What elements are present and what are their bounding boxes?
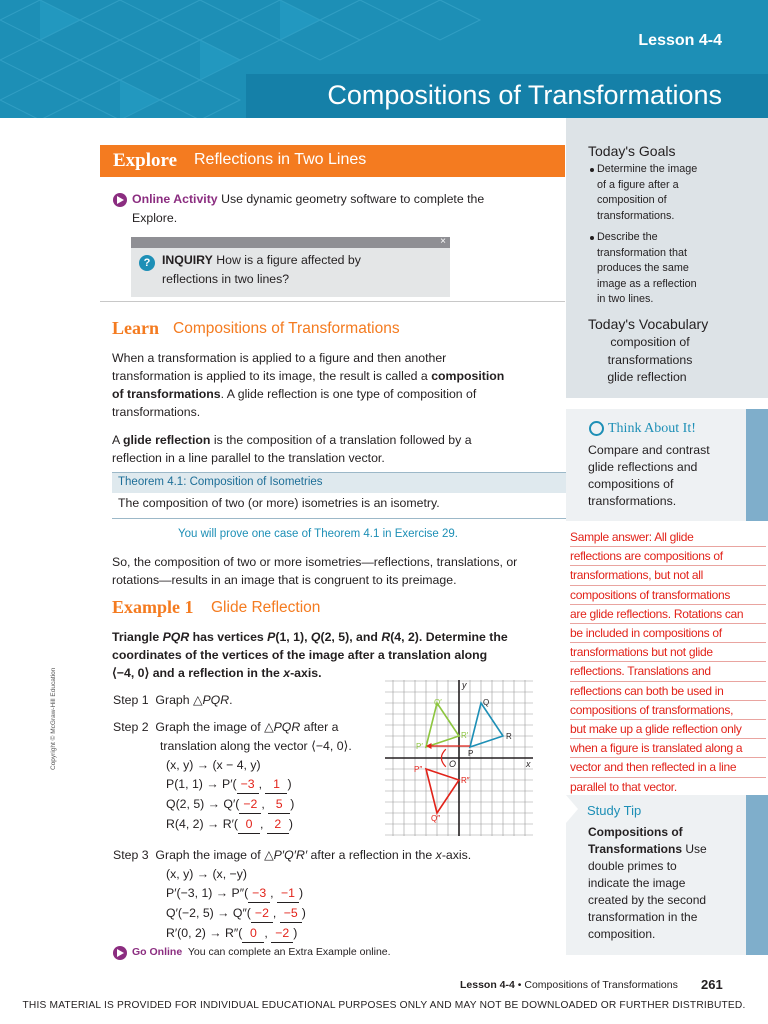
step-2-r: R(4, 2) → R′( 0 , 2 ) xyxy=(166,815,293,834)
page-title: Compositions of Transformations xyxy=(327,80,722,110)
theorem-body xyxy=(112,493,567,519)
go-online-icon[interactable] xyxy=(113,946,127,960)
think-side-bar xyxy=(746,409,768,521)
learn-keyword: Learn xyxy=(112,318,159,338)
proof-note: You will prove one case of Theorem 4.1 in Exercise 29. xyxy=(178,528,458,540)
step-2: Step 2 Graph the image of △PQR after a xyxy=(113,720,339,734)
online-activity-text-2: Explore. xyxy=(132,211,178,225)
theorem-title: Theorem 4.1: Composition of Isometries xyxy=(118,476,323,488)
inquiry-icon: ? xyxy=(139,255,155,271)
y-axis-label: y xyxy=(462,680,467,690)
step-3-p: P′(−3, 1) → P″( −3 , −1 ) xyxy=(166,884,303,903)
online-activity-icon[interactable] xyxy=(113,193,127,207)
lesson-number: Lesson 4-4 xyxy=(638,32,722,49)
explore-subtitle: Reflections in Two Lines xyxy=(194,151,367,168)
graph-labels xyxy=(414,680,531,823)
goal-2: Describe the transformation that produces the same image as a reflection in two lines. xyxy=(597,231,697,305)
label-q: Q xyxy=(483,698,490,707)
sample-answer: Sample answer: All glide reflections are compositions of transformations, but not all compositions of transformations are glide reflections. Rotations can be included in compositions of transformations but not glide reflections. Translations and reflections can both be used in compositions of transformations, but make up a glide reflection only when a figure is translated along a vector and then reflected in a line parallel to that vector. xyxy=(570,528,766,797)
inquiry-box xyxy=(131,237,450,297)
learn-subtitle: Compositions of Transformations xyxy=(173,320,400,337)
step-3: Step 3 Graph the image of △P′Q′R′ after a reflection in the x-axis. xyxy=(113,848,472,862)
vocab-title: Today's Vocabulary xyxy=(588,316,709,332)
coordinate-graph xyxy=(383,678,535,838)
inquiry-text: INQUIRY How is a figure affected by reflections in two lines? xyxy=(162,253,361,286)
theorem-header xyxy=(112,472,567,493)
step-3-q: Q′(−2, 5) → Q″( −2 , −5 ) xyxy=(166,904,306,923)
footer-lesson: Lesson 4-4 • Compositions of Transformations xyxy=(460,979,678,991)
example-prompt: Triangle PQR has vertices P(1, 1), Q(2, 5), and R(4, 2). Determine the coordinates of the vertices of the image after a translation along ⟨−4, 0⟩ and a reflection in the x-axis. xyxy=(112,630,508,680)
graph-grid xyxy=(383,680,535,836)
example-subtitle: Glide Reflection xyxy=(211,599,321,616)
step-2-rule: (x, y) → (x − 4, y) xyxy=(166,758,261,772)
header-banner xyxy=(0,0,768,118)
goal-bullet xyxy=(590,236,594,240)
label-r-double-prime: R″ xyxy=(461,776,470,785)
label-p: P xyxy=(468,749,474,758)
example-keyword: Example 1 xyxy=(112,597,194,617)
section-divider xyxy=(100,301,565,302)
step-3-r: R′(0, 2) → R″( 0 , −2 ) xyxy=(166,924,297,943)
online-activity-link[interactable]: Online Activity xyxy=(132,192,218,206)
step-2-vector: translation along the vector ⟨−4, 0⟩. xyxy=(160,739,352,753)
x-axis-label: x xyxy=(526,759,531,769)
label-q-prime: Q′ xyxy=(434,698,442,707)
vocab-term: transformations xyxy=(607,352,693,367)
label-p-prime: P′ xyxy=(416,742,423,751)
think-title: Think About It! xyxy=(608,421,696,436)
goals-title: Today's Goals xyxy=(588,143,676,159)
go-online-text: Go Online You can complete an Extra Example online. xyxy=(132,946,391,958)
origin-label: O xyxy=(449,759,457,769)
study-tip-title: Study Tip xyxy=(587,803,642,818)
study-arrow xyxy=(566,795,578,823)
learn-paragraph-2: A glide reflection is the composition of a translation followed by a reflection in a line parallel to the translation vector. xyxy=(112,433,472,465)
label-r-prime: R′ xyxy=(461,731,469,740)
vocab-list xyxy=(598,334,702,387)
learn-paragraph-3: So, the composition of two or more isometries—reflections, translations, or rotations—results in an image that is congruent to its preimage. xyxy=(112,555,518,587)
step-2-q: Q(2, 5) → Q′( −2 , 5 ) xyxy=(166,795,294,814)
copyright-notice: Copyright © McGraw-Hill Education xyxy=(50,667,57,770)
label-p-double-prime: P″ xyxy=(414,765,423,774)
online-activity-text: Online Activity Use dynamic geometry software to complete the xyxy=(132,192,485,206)
lightbulb-icon xyxy=(589,421,604,436)
label-r: R xyxy=(506,732,512,741)
vocab-term: composition of xyxy=(610,335,690,349)
vocab-term: glide reflection xyxy=(607,370,687,384)
goal-1: Determine the image of a figure after a composition of transformations. xyxy=(597,163,698,222)
go-online-link[interactable]: Go Online xyxy=(132,946,183,958)
explore-keyword: Explore xyxy=(113,150,178,171)
close-icon[interactable]: × xyxy=(440,236,446,247)
step-2-p: P(1, 1) → P′( −3 , 1 ) xyxy=(166,775,292,794)
learn-paragraph-1: When a transformation is applied to a figure and then another transformation is applied to its image, the result is called a composition of transformations. A glide reflection is one type of composition of transformations. xyxy=(112,351,505,419)
study-side-bar xyxy=(746,795,768,955)
goal-bullet xyxy=(590,168,594,172)
explore-heading xyxy=(100,145,565,177)
think-text: Compare and contrast glide reflections and compositions of transformations. xyxy=(588,443,710,508)
page-number: 261 xyxy=(701,977,723,992)
step-1: Step 1 Graph △PQR. xyxy=(113,693,233,707)
label-q-double-prime: Q″ xyxy=(431,814,441,823)
step-3-rule: (x, y) → (x, −y) xyxy=(166,867,247,881)
theorem-text: The composition of two (or more) isometries is an isometry. xyxy=(118,496,440,510)
study-tip-text: Compositions of Transformations Use double primes to indicate the image created by the second transformation in the composition. xyxy=(588,825,707,941)
disclaimer: THIS MATERIAL IS PROVIDED FOR INDIVIDUAL EDUCATIONAL PURPOSES ONLY AND MAY NOT BE DOWNLOADED OR FURTHER DISTRIBUTED. xyxy=(22,1000,746,1011)
